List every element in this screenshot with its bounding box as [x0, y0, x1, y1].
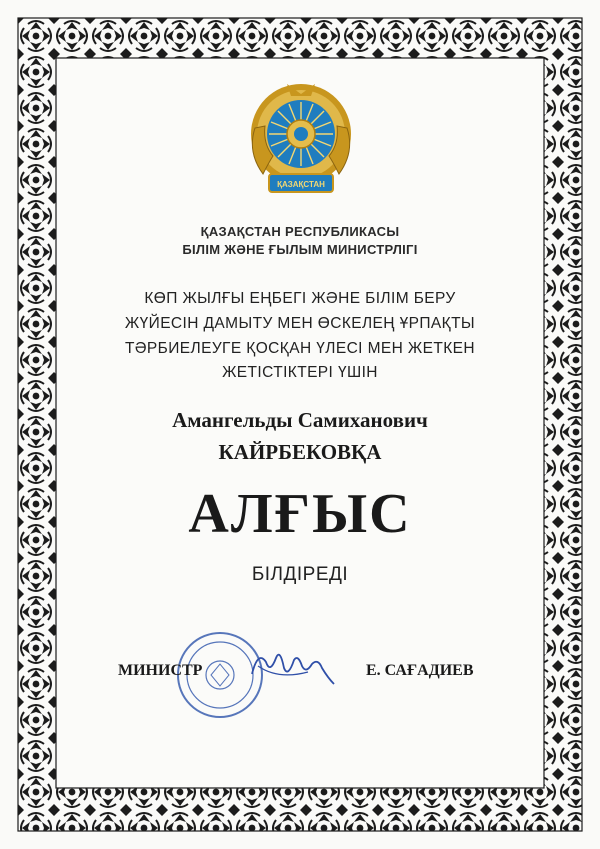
- reason-line-1: КӨП ЖЫЛҒЫ ЕҢБЕГІ ЖӘНЕ БІЛІМ БЕРУ: [144, 290, 456, 307]
- handwritten-signature: [248, 644, 338, 692]
- state-emblem-icon: [243, 82, 359, 200]
- ministry-name: БІЛІМ ЖӘНЕ ҒЫЛЫМ МИНИСТРЛІГІ: [182, 242, 418, 257]
- reason-line-2: ЖҮЙЕСІН ДАМЫТУ МЕН ӨСКЕЛЕҢ ҰРПАҚТЫ: [124, 315, 476, 332]
- ministry-country: ҚАЗАҚСТАН РЕСПУБЛИКАСЫ: [200, 224, 400, 239]
- recipient-surname: КАЙРБЕКОВҚА: [218, 440, 382, 464]
- reason-line-3: ТӘРБИЕЛЕУГЕ ҚОСҚАН ҮЛЕСІ МЕН ЖЕТКЕН: [124, 340, 476, 357]
- emblem-ribbon-text: ҚАЗАҚСТАН: [277, 180, 325, 189]
- award-verb: БІЛДІРЕДІ: [251, 564, 349, 585]
- signatory-position: МИНИСТР: [118, 662, 203, 679]
- award-title: АЛҒЫС: [188, 483, 412, 545]
- certificate-content: [60, 62, 540, 784]
- recipient-name: Амангельды Самиханович: [172, 408, 428, 432]
- signatory-name: Е. САҒАДИЕВ: [366, 662, 474, 679]
- reason-line-4: ЖЕТІСТІКТЕРІ ҮШІН: [222, 364, 378, 381]
